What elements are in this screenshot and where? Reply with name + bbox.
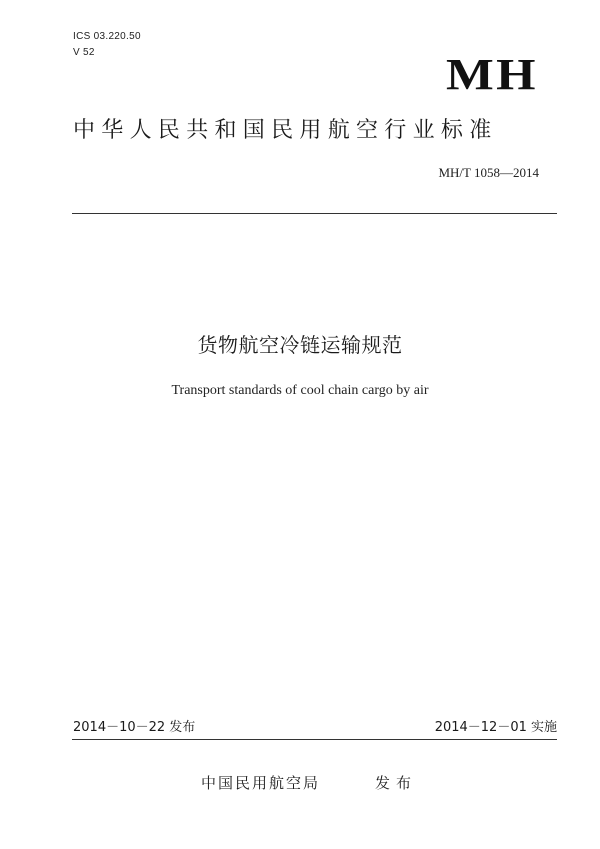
- header-divider: [72, 213, 557, 214]
- issuing-authority: 中国民用航空局: [201, 774, 321, 792]
- publish-label: 发布: [375, 774, 418, 792]
- standard-number: MH/T 1058—2014: [438, 165, 539, 180]
- document-title-english: Transport standards of cool chain cargo by air: [171, 383, 429, 398]
- document-title-chinese: 货物航空冷链运输规范: [197, 333, 403, 357]
- ccs-code: V 52: [73, 47, 95, 58]
- standard-category: 中华人民共和国民用航空行业标准: [73, 118, 498, 143]
- standard-logo: MH: [446, 50, 538, 99]
- footer-divider: [72, 739, 557, 740]
- ics-code: ICS 03.220.50: [73, 31, 141, 42]
- issue-date: 2014－10－22 发布: [73, 720, 196, 735]
- implementation-date: 2014－12－01 实施: [434, 720, 557, 735]
